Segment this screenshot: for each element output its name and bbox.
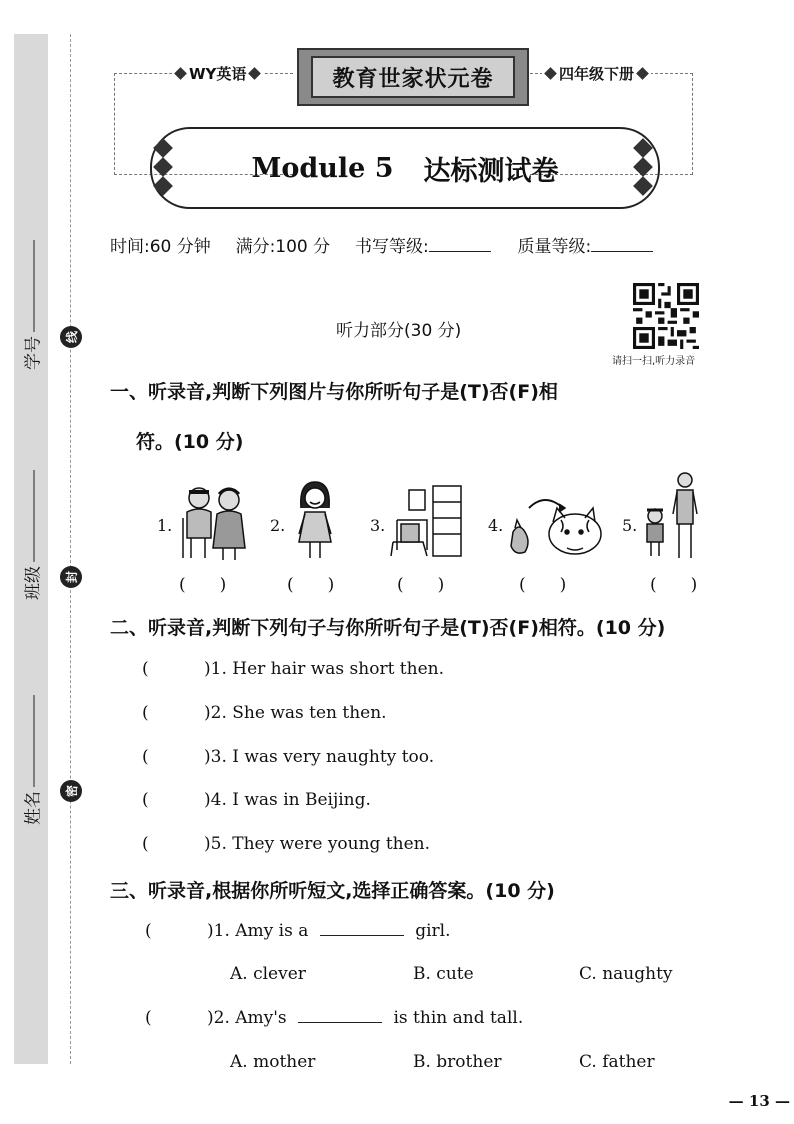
- question-text-end: girl.: [415, 921, 451, 941]
- option-a[interactable]: A. clever: [230, 964, 306, 984]
- picture-number: 5.: [622, 516, 638, 535]
- question-1: [145, 921, 450, 941]
- subject-label: WY英语: [189, 65, 247, 83]
- list-item: [142, 659, 444, 679]
- answer-blank[interactable]: (: [145, 921, 152, 941]
- question-text: )2. Amy's: [207, 1008, 287, 1028]
- student-id-label: 学号: [23, 336, 44, 370]
- section1-title: 一、听录音,判断下列图片与你所听句子是(T)否(F)相: [110, 381, 558, 403]
- answer-blank-4[interactable]: ( ): [519, 575, 567, 595]
- diamond-icon: [249, 67, 262, 80]
- writing-grade-blank[interactable]: [429, 251, 491, 252]
- option-c[interactable]: C. naughty: [579, 964, 673, 984]
- seal-seal-mark: 封: [60, 566, 82, 588]
- statement-text: )1. Her hair was short then.: [204, 659, 445, 679]
- answer-blank[interactable]: (: [142, 790, 149, 810]
- module-banner: [150, 127, 660, 209]
- quality-grade-label: 质量等级:: [517, 237, 592, 257]
- diamond-icon: [544, 67, 557, 80]
- option-a[interactable]: A. mother: [230, 1052, 316, 1072]
- student-id-field[interactable]: [19, 240, 44, 370]
- seal-secret-mark: 密: [60, 780, 82, 802]
- picture-number: 1.: [157, 516, 173, 535]
- answer-blank-5[interactable]: ( ): [650, 575, 698, 595]
- picture-number: 4.: [488, 516, 504, 535]
- answer-blank[interactable]: (: [142, 834, 149, 854]
- name-field[interactable]: [19, 695, 44, 825]
- list-item: [142, 747, 434, 767]
- girl-icon: [293, 478, 337, 562]
- answer-blank-2[interactable]: ( ): [287, 575, 335, 595]
- fill-blank[interactable]: [320, 935, 404, 936]
- name-label: 姓名: [23, 791, 44, 825]
- section1-title-cont: 符。(10 分): [136, 431, 244, 453]
- answer-blank[interactable]: (: [142, 747, 149, 767]
- grade-tag: [542, 63, 651, 84]
- answer-blank-3[interactable]: ( ): [397, 575, 445, 595]
- quality-grade-blank[interactable]: [591, 251, 653, 252]
- question-2: [145, 1008, 523, 1028]
- qr-caption: 请扫一扫,听力录音: [612, 356, 696, 367]
- section2-title: 二、听录音,判断下列句子与你所听句子是(T)否(F)相符。(10 分): [110, 617, 666, 639]
- room-icon: [389, 480, 465, 560]
- answer-blank-1[interactable]: ( ): [179, 575, 227, 595]
- picture-row: [157, 470, 717, 595]
- exam-info: [110, 232, 653, 257]
- subject-tag: [172, 63, 263, 84]
- diamond-icon: [174, 67, 187, 80]
- time-info: 时间:60 分钟: [110, 237, 211, 257]
- cat-icon: [507, 492, 607, 562]
- option-b[interactable]: B. cute: [413, 964, 474, 984]
- page-number: — 13 —: [728, 1092, 790, 1110]
- binding-dashed-line: [70, 34, 71, 1064]
- diamond-icon: [636, 67, 649, 80]
- answer-blank[interactable]: (: [142, 659, 149, 679]
- title-scroll: [297, 48, 529, 106]
- option-b[interactable]: B. brother: [413, 1052, 502, 1072]
- class-field[interactable]: [19, 470, 44, 600]
- section3-title: 三、听录音,根据你所听短文,选择正确答案。(10 分): [110, 880, 555, 902]
- picture-number: 2.: [270, 516, 286, 535]
- question-text-end: is thin and tall.: [393, 1008, 524, 1028]
- grade-label: 四年级下册: [559, 65, 635, 83]
- statement-text: )4. I was in Beijing.: [204, 790, 371, 810]
- boy-and-man-icon: [641, 470, 701, 562]
- test-title: 达标测试卷: [423, 155, 559, 187]
- question-text: )1. Amy is a: [207, 921, 309, 941]
- fill-blank[interactable]: [298, 1022, 382, 1023]
- module-name: Module 5: [251, 152, 394, 184]
- scroll-title: 教育世家状元卷: [311, 56, 515, 98]
- answer-blank[interactable]: (: [145, 1008, 152, 1028]
- statement-text: )2. She was ten then.: [204, 703, 387, 723]
- class-label: 班级: [23, 566, 44, 600]
- statement-text: )5. They were young then.: [204, 834, 431, 854]
- seal-line-mark: 线: [60, 326, 82, 348]
- listening-title: 听力部分(30 分): [336, 321, 462, 341]
- list-item: [142, 790, 371, 810]
- option-c[interactable]: C. father: [579, 1052, 655, 1072]
- writing-grade-label: 书写等级:: [354, 237, 429, 257]
- answer-blank[interactable]: (: [142, 703, 149, 723]
- grandparents-icon: [175, 478, 255, 562]
- statement-text: )3. I was very naughty too.: [204, 747, 435, 767]
- list-item: [142, 834, 430, 854]
- list-item: [142, 703, 387, 723]
- qr-code-icon[interactable]: [633, 283, 699, 349]
- score-info: 满分:100 分: [235, 237, 331, 257]
- picture-number: 3.: [370, 516, 386, 535]
